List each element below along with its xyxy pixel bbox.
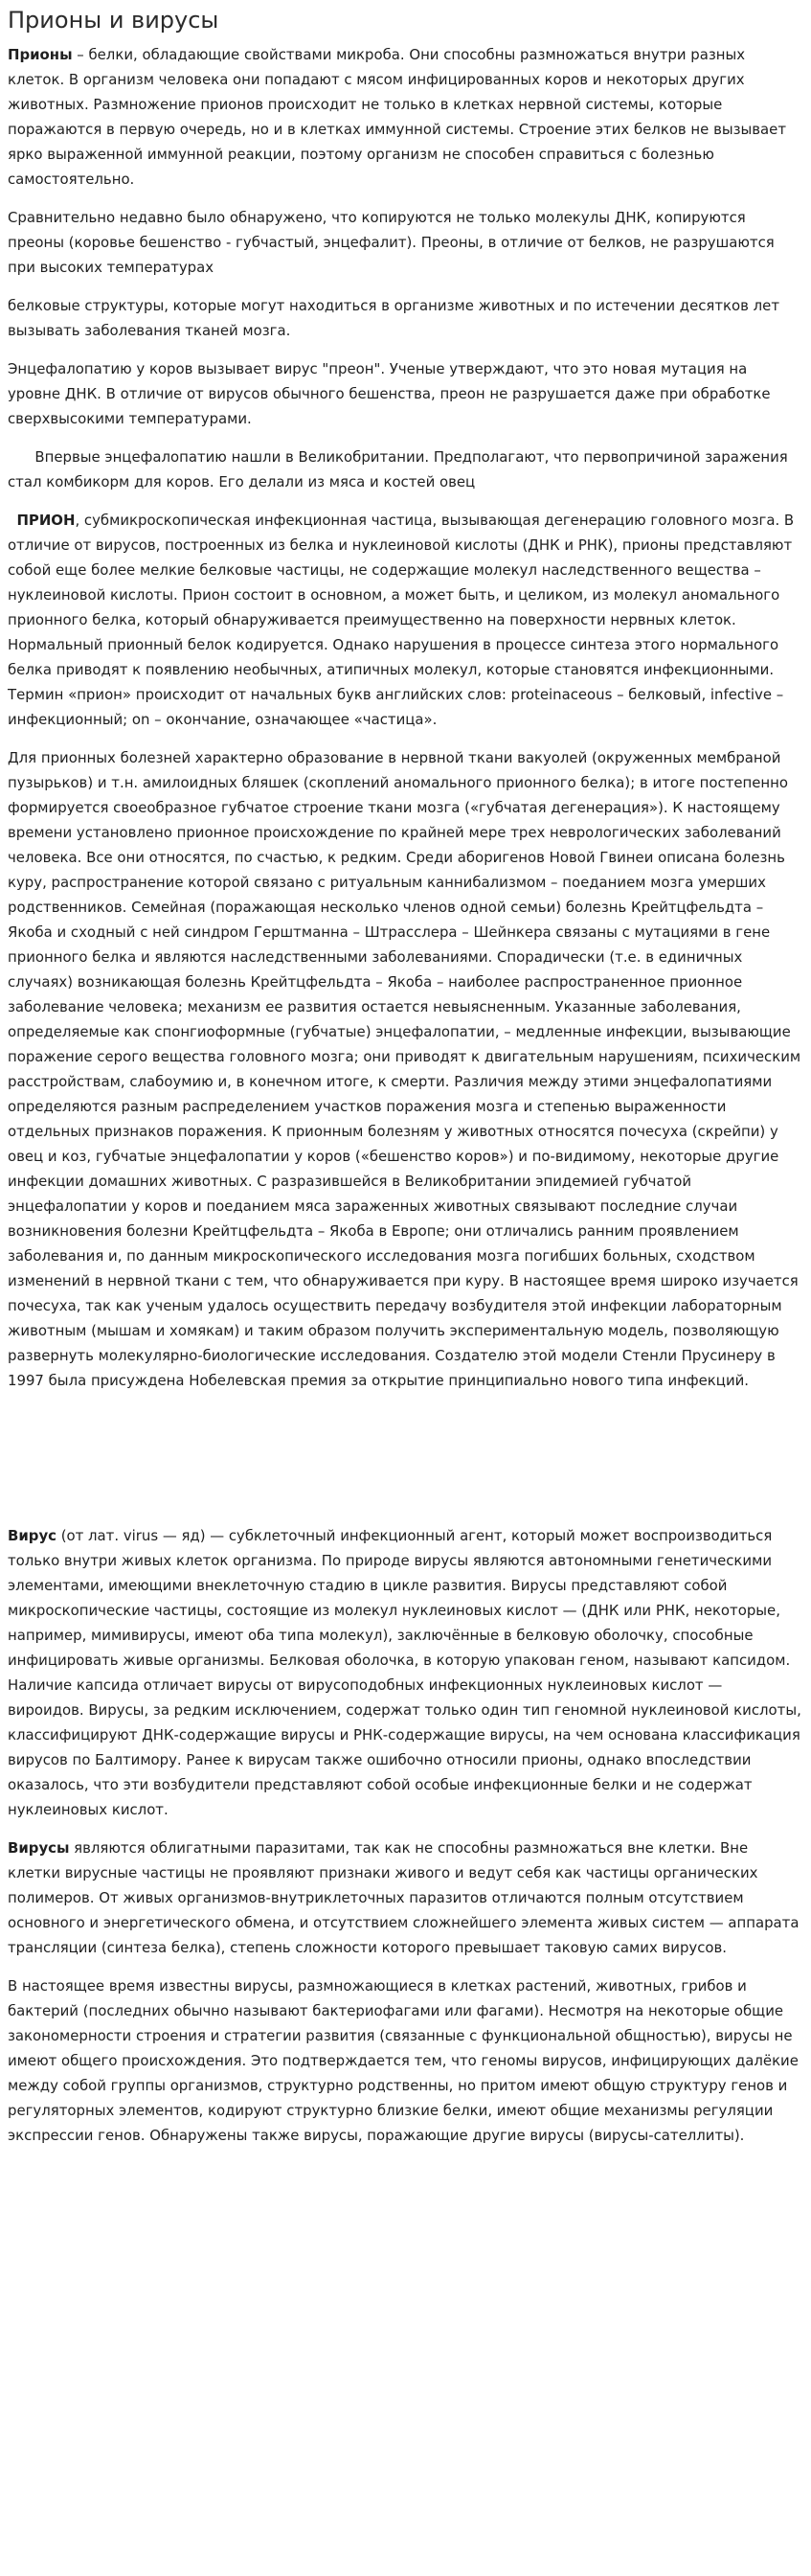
paragraph-virus-hosts: В настоящее время известны вирусы, размножающиеся в клетках растений, животных, грибов и бактерий (последних обычно называют бактериофагами или фагами). Несмотря на некоторые общие закономерности строения и стратегии развития (связанные с функциональной общностью), вирусы не имеют общего происхождения. Это подтверждается тем, что геномы вирусов, инфицирующих далёкие между собой группы организмов, структурно родственны, но притом имеют общую структуру генов и регуляторных элементов, кодируют структурно близкие белки, имеют общие механизмы регуляции экспрессии генов. Обнаружены также вирусы, поражающие другие вирусы (вирусы-сателлиты). (8, 1977, 799, 2144)
paragraph-prion-diseases: Для прионных болезней характерно образование в нервной ткани вакуолей (окруженных мембраной пузырьков) и т.н. амилоидных бляшек (скоплений аномального прионного белка); в итоге постепенно формируется своеобразное губчатое строение ткани мозга («губчатая дегенерация»). К настоящему времени установлено прионное происхождение по крайней мере трех неврологических заболеваний человека. Все они относятся, по счастью, к редким. Среди аборигенов Новой Гвинеи описана болезнь куру, распространение которой связано с ритуальным каннибализмом – поеданием мозга умерших родственников. Семейная (поражающая несколько членов одной семьи) болезнь Крейтцфельдта – Якоба и сходный с ней синдром Герштманна – Штрасслера – Шейнкера связаны с мутациями в гене прионного белка и являются наследственными заболеваниями. Спорадически (т.е. в единичных случаях) возникающая болезнь Крейтцфельдта – Якоба – наиболее распространенное прионное заболевание человека; механизм ее развития остается невыясненным. Указанные заболевания, определяемые как спонгиоформные (губчатые) энцефалопатии, – медленные инфекции, вызывающие поражение серого вещества головного мозга; они приводят к двигательным нарушениям, психическим расстройствам, слабоумию и, в конечном итоге, к смерти. Различия между этими энцефалопатиями определяются разным распределением участков поражения мозга и степенью выраженности отдельных признаков поражения. К прионным болезням у животных относятся почесуха (скрейпи) у овец и коз, губчатые энцефалопатии у коров («бешенство коров») и по-видимому, некоторые другие инфекции домашних животных. С разразившейся в Великобритании эпидемией губчатой энцефалопатии у коров и поеданием мяса зараженных животных связывают последние случаи возникновения болезни Крейтцфельдта – Якоба в Европе; они отличались ранним проявлением заболевания и, по данным микроскопического исследования мозга погибших больных, сходством изменений в нервной ткани с тем, что обнаруживается при куру. В настоящее время широко изучается почесуха, так как ученым удалось осуществить передачу возбудителя этой инфекции лабораторным животным (мышам и хомякам) и таким образом получить экспериментальную модель, позволяющую развернуть молекулярно-биологические исследования. Создателю этой модели Стенли Прусинеру в 1997 была присуждена Нобелевская премия за открытие принципиально нового типа инфекций. (8, 749, 801, 1389)
paragraph-virus-parasites (8, 1835, 802, 1960)
paragraph-text: являются облигатными паразитами, так как не способны размножаться вне клетки. Вне клетки вирусные частицы не проявляют признаки живого и ведут себя как частицы органических полимеров. От живых организмов-внутриклеточных паразитов отличаются полным отсутствием основного и энергетического обмена, и отсутствием сложнейшего элемента живых систем — аппарата трансляции (синтеза белка), степень сложности которого превышает таковую самих вирусов. (8, 1839, 800, 1956)
paragraph-protein-structures: белковые структуры, которые могут находиться в организме животных и по истечении десятков лет вызывать заболевания тканей мозга. (8, 297, 780, 339)
page-title: Прионы и вирусы (8, 7, 219, 34)
paragraph-text: (от лат. virus — яд) — субклеточный инфекционный агент, который может воспроизводиться только внутри живых клеток организма. По природе вирусы являются автономными генетическими элементами, имеющими внеклеточную стадию в цикле развития. Вирусы представляют собой микроскопические частицы, состоящие из молекул нуклеиновых кислот — (ДНК или РНК, некоторые, например, мимивирусы, имеют оба типа молекул), заключённые в белковую оболочку, способные инфицировать живые организмы. Белковая оболочка, в которую упакован геном, называют капсидом. Наличие капсида отличает вирусы от вирусоподобных инфекционных нуклеиновых кислот — вироидов. Вирусы, за редким исключением, содержат только один тип геномной нуклеиновой кислоты, классифицируют ДНК-содержащие вирусы и РНК-содержащие вирусы, на чем основана классификация вирусов по Балтимору. Ранее к вирусам также ошибочно относили прионы, однако впоследствии оказалось, что эти возбудители представляют собой особые инфекционные белки и не содержат нуклеиновых кислот. (8, 1527, 801, 1818)
paragraph-text: – белки, обладающие свойствами микроба. Они способны размножаться внутри разных клеток. В организм человека они попадают с мясом инфицированных коров и некоторых других животных. Размножение прионов происходит не только в клетках нервной системы, которые поражаются в первую очередь, но и в клетках иммунной системы. Строение этих белков не вызывает ярко выраженной иммунной реакции, поэтому организм не способен справиться с болезнью самостоятельно. (8, 46, 787, 188)
paragraph-britain: Впервые энцефалопатию нашли в Великобритании. Предполагают, что первопричиной заражения стал комбикорм для коров. Его делали из мяса и костей овец (8, 448, 793, 490)
term-prions: Прионы (8, 46, 73, 63)
paragraph-virus-definition (8, 1523, 802, 1822)
term-prion: ПРИОН (16, 512, 76, 529)
paragraph-prions-definition (8, 42, 802, 192)
paragraph-text: , субмикроскопическая инфекционная частица, вызывающая дегенерацию головного мозга. В отличие от вирусов, построенных из белка и нуклеиновой кислоты (ДНК и РНК), прионы представляют собой еще более мелкие белковые частицы, не содержащие молекул наследственного вещества – нуклеиновой кислоты. Прион состоит в основном, а может быть, и целиком, из молекул аномального прионного белка, который обнаруживается преимущественно на поверхности нервных клеток. Нормальный прионный белок кодируется. Однако нарушения в процессе синтеза этого нормального белка приводят к появлению необычных, атипичных молекул, которые становятся инфекционными. Термин «прион» происходит от начальных букв английских слов: proteinaceous – белковый, infective – инфекционный; on – окончание, означающее «частица». (8, 512, 799, 728)
paragraph-encephalopathy: Энцефалопатию у коров вызывает вирус "преон". Ученые утверждают, что это новая мутация на уровне ДНК. В отличие от вирусов обычного бешенства, преон не разрушается даже при обработке сверхвысокими температурами. (8, 360, 771, 427)
paragraph-prions-copying: Сравнительно недавно было обнаружено, что копируются не только молекулы ДНК, копируются преоны (коровье бешенство - губчастый, энцефалит). Преоны, в отличие от белков, не разрушаются при высоких температурах (8, 209, 775, 276)
document-body (8, 0, 802, 2161)
section-spacer (8, 1406, 802, 1523)
term-viruses: Вирусы (8, 1839, 70, 1857)
term-virus: Вирус (8, 1527, 56, 1544)
paragraph-prion-particle (8, 508, 802, 732)
